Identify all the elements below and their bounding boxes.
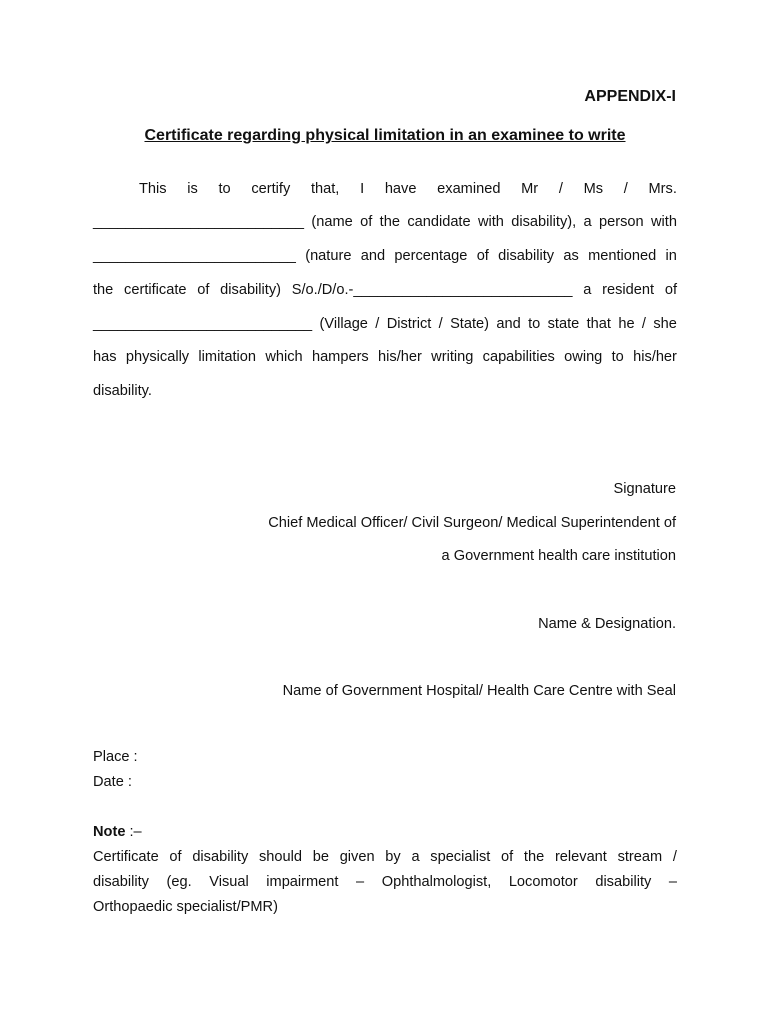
name-designation-label: Name & Designation. <box>538 616 676 632</box>
word: should <box>259 849 303 865</box>
word: / <box>438 316 443 332</box>
word: – <box>356 874 365 890</box>
note-label: Note <box>93 824 126 840</box>
word: examined <box>437 181 501 197</box>
word: disability) <box>220 282 281 298</box>
note-line-3: Orthopaedic specialist/PMR) <box>93 899 278 915</box>
word: / <box>641 316 646 332</box>
word: (name <box>311 214 353 230</box>
word: in <box>665 248 677 264</box>
note-body <box>93 845 677 920</box>
word: resident <box>602 282 655 298</box>
signature-label: Signature <box>613 481 676 497</box>
word: his/her <box>378 349 422 365</box>
word: Locomotor <box>508 874 578 890</box>
word: I <box>360 181 365 197</box>
word: District <box>386 316 432 332</box>
word: S/o./D/o.-___________________________ <box>291 282 573 298</box>
word: Mr <box>521 181 539 197</box>
word: she <box>653 316 677 332</box>
word: by <box>385 849 401 865</box>
word: disability <box>93 874 149 890</box>
note-line-1 <box>93 845 677 870</box>
word: This <box>139 181 167 197</box>
body-line-2 <box>93 214 677 230</box>
body-line-1 <box>139 181 677 197</box>
word: Mrs. <box>648 181 677 197</box>
word: a <box>583 214 592 230</box>
word: and <box>496 316 521 332</box>
word: person <box>599 214 644 230</box>
word: the <box>93 282 114 298</box>
word: to <box>528 316 541 332</box>
word: that, <box>310 181 340 197</box>
word: / <box>672 849 677 865</box>
word: a <box>411 849 420 865</box>
body-line-4 <box>93 282 677 298</box>
word: certify <box>251 181 291 197</box>
word: the <box>379 214 400 230</box>
word: (eg. <box>166 874 192 890</box>
word: candidate <box>407 214 471 230</box>
word: the <box>523 849 545 865</box>
word: he <box>618 316 635 332</box>
word: writing <box>431 349 474 365</box>
word: that <box>586 316 611 332</box>
word: to <box>611 349 624 365</box>
place-label: Place : <box>93 749 138 765</box>
word: stream <box>617 849 663 865</box>
word: which <box>265 349 303 365</box>
word: with <box>477 214 504 230</box>
note-line-2 <box>93 870 677 895</box>
word: his/her <box>633 349 677 365</box>
word: given <box>339 849 375 865</box>
word: to <box>218 181 231 197</box>
word: Ophthalmologist, <box>381 874 492 890</box>
word: of <box>360 214 373 230</box>
word: of <box>664 282 677 298</box>
appendix-heading: APPENDIX-I <box>584 88 676 105</box>
word: limitation <box>198 349 257 365</box>
word: disability <box>498 248 555 264</box>
word: hampers <box>311 349 369 365</box>
word: of <box>476 248 489 264</box>
word: Visual <box>209 874 249 890</box>
word: / <box>623 181 628 197</box>
word: _________________________ <box>93 248 296 264</box>
word: of <box>197 282 210 298</box>
note-heading <box>93 824 142 840</box>
word: (Village <box>319 316 368 332</box>
word: __________________________ <box>93 214 305 230</box>
word: of <box>169 849 182 865</box>
word: disability), <box>511 214 577 230</box>
certificate-title: Certificate regarding physical limitation in an examinee to write <box>144 127 626 144</box>
word: / <box>375 316 380 332</box>
word: State) <box>450 316 490 332</box>
word: state <box>547 316 580 332</box>
body-line-5 <box>93 316 677 332</box>
word: specialist <box>430 849 491 865</box>
body-line-6 <box>93 349 677 365</box>
word: percentage <box>394 248 468 264</box>
word: certificate <box>124 282 187 298</box>
word: impairment <box>266 874 339 890</box>
word: of <box>501 849 514 865</box>
word: Certificate <box>93 849 159 865</box>
institution-line: a Government health care institution <box>441 548 676 564</box>
word: a <box>583 282 592 298</box>
date-label: Date : <box>93 774 132 790</box>
word: and <box>360 248 386 264</box>
word: Ms <box>583 181 604 197</box>
word: capabilities <box>482 349 555 365</box>
word: mentioned <box>588 248 657 264</box>
word: – <box>668 874 677 890</box>
word: relevant <box>554 849 607 865</box>
body-line-3 <box>93 248 677 264</box>
body-line-7: disability. <box>93 383 152 399</box>
note-label-suffix: :– <box>129 824 142 840</box>
word: disability <box>192 849 249 865</box>
word: / <box>558 181 563 197</box>
word: as <box>563 248 579 264</box>
word: be <box>312 849 329 865</box>
word: physically <box>125 349 190 365</box>
word: disability <box>595 874 652 890</box>
officer-designation: Chief Medical Officer/ Civil Surgeon/ Medical Superintendent of <box>268 515 676 531</box>
word: is <box>187 181 198 197</box>
word: have <box>384 181 417 197</box>
word: has <box>93 349 117 365</box>
hospital-seal-label: Name of Government Hospital/ Health Care Centre with Seal <box>282 683 676 699</box>
word: (nature <box>305 248 352 264</box>
word: ___________________________ <box>93 316 313 332</box>
word: with <box>651 214 677 230</box>
word: owing <box>564 349 603 365</box>
